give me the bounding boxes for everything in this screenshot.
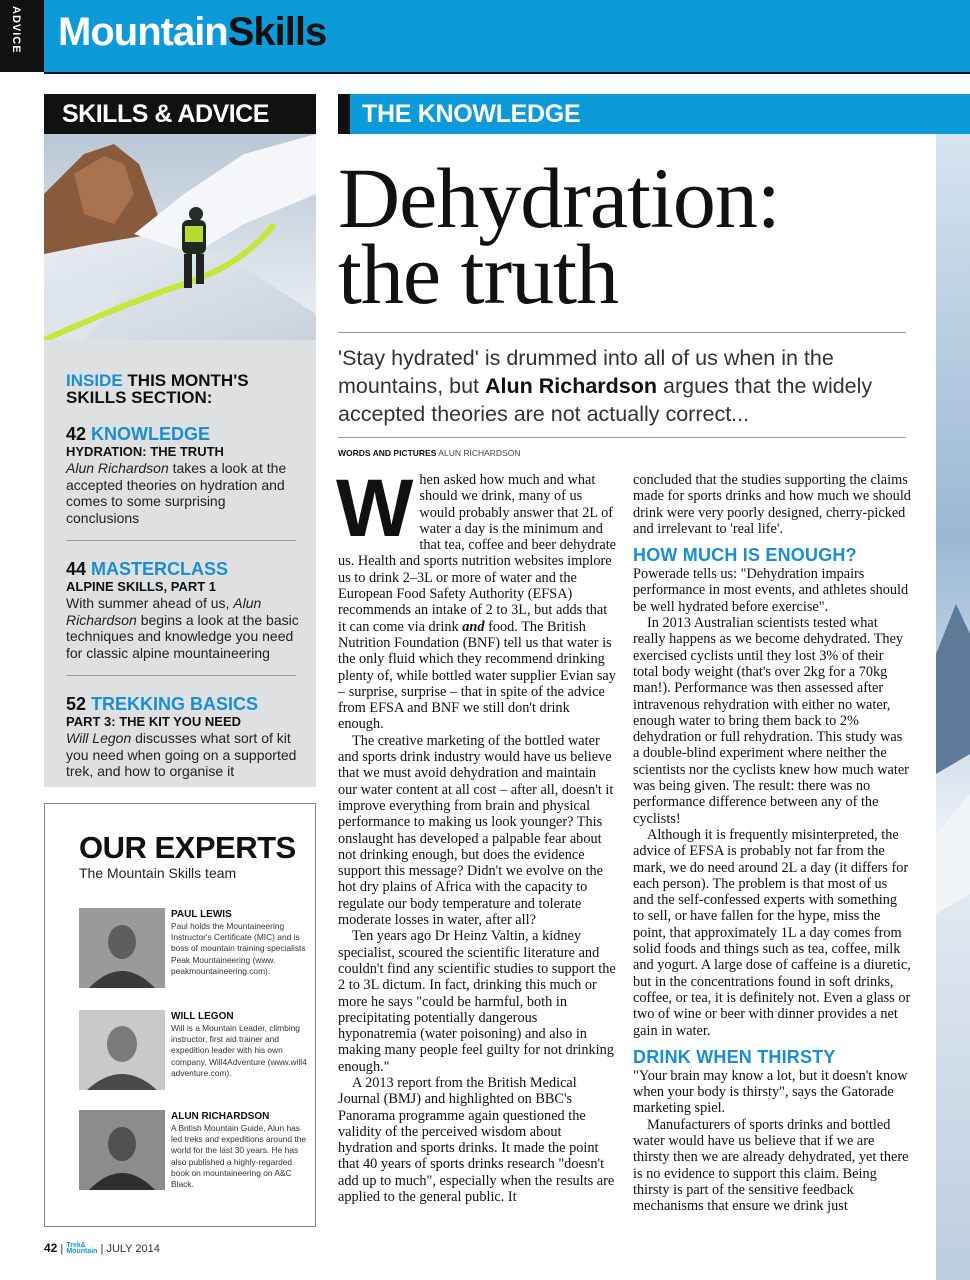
mountain-photo-strip	[936, 134, 970, 1280]
contents-desc-text: discusses what sort of kit you need when going on a supported trek, and how to organise it	[66, 730, 297, 779]
inside-heading	[66, 372, 300, 406]
mountain-strip-graphic	[936, 134, 970, 1280]
section-side-tab	[0, 0, 44, 72]
contents-item-title	[66, 559, 300, 579]
expert-bio: Will is a Mountain Leader, climbing instructor, first aid trainer and expedition leader with his own company, Will4Adventure (www.will4 adventure.com).	[171, 1023, 307, 1078]
experts-subtitle: The Mountain Skills team	[79, 865, 237, 881]
expert-bio: Paul holds the Mountaineering Instructor's Certificate (MIC) and is boss of mountain training specialists Peak Mountaineering (www. peakmountaineering.com).	[171, 921, 306, 976]
expert-info	[171, 1110, 311, 1190]
contents-page-number: 52	[66, 694, 87, 714]
climber-photo-graphic	[44, 134, 316, 340]
header-band	[44, 0, 970, 72]
expert-name: WILL LEGON	[171, 1011, 234, 1022]
standfirst-author: Alun Richardson	[485, 374, 658, 398]
body-paragraph: Powerade tells us: "Dehydration impairs performance in most events, and athletes should be well hydrated before exercise".	[633, 566, 909, 615]
body-paragraph	[336, 463, 617, 733]
sidebar-section-title: SKILLS & ADVICE	[44, 94, 316, 134]
expert-alun-richardson	[79, 1110, 311, 1206]
article-headline	[338, 150, 928, 322]
headline-line2: the truth	[338, 226, 618, 322]
contents-item-masterclass[interactable]	[66, 559, 300, 661]
body-paragraph: A 2013 report from the British Medical Journal (BMJ) and highlighted on BBC's Panorama programme again questioned the validity of the perceived wisdom about hydration and sports drinks. It made the point that 40 years of sports drinks research "doesn't add up to much", especially when the results are applied to the general public. It	[338, 1074, 615, 1206]
standfirst-post: argues that the widely accepted theories are not actually correct...	[338, 374, 873, 426]
expert-name: PAUL LEWIS	[171, 909, 232, 920]
contents-page-number: 44	[66, 559, 87, 579]
body-paragraph: "Your brain may know a lot, but it doesn't know when your body is thirsty", says the Gatorade marketing spiel.	[633, 1067, 908, 1117]
standfirst-pre: 'Stay hydrated' is drummed into all of us when in the mountains, but	[338, 346, 834, 398]
article-column-1	[336, 463, 617, 1206]
body-text: food. The British Nutrition Foundation (BNF) tell us that water is the only fluid which they recommend drinking plenty of, while bottled water supplier Evian say – surprise, surprise – that in spite of the advice from EFSA and BNF we still don't drink enough.	[338, 618, 616, 733]
expert-portrait	[79, 908, 165, 988]
contents-desc-pre: With summer ahead of us,	[66, 595, 230, 611]
subheading-how-much: HOW MUCH IS ENOUGH?	[633, 545, 857, 566]
contents-subtitle: ALPINE SKILLS, PART 1	[66, 579, 216, 594]
body-paragraph: In 2013 Australian scientists tested what really happens as we become dehydrated. They exercised cyclists until they lost 3% of their total body weight (that's over 2kg for a 70kg man!). Performance was then assessed after intravenous rehydration with either no water, enough water to bring them back to 2% dehydration or full rehydration. This study was a double-blind experiment where neither the scientists nor the cyclists knew how much water was being given. The result: there was no performance difference between any of the cyclists!	[633, 615, 909, 827]
body-paragraph: The creative marketing of the bottled water and sports drink industry would have us believe that we must avoid dehydration and maintain our water content at all cost – after all, doesn't it improve everything from brain and physical performance to making us look younger? This onslaught has developed a palpable fear about not drinking enough, but does the evidence support this message? Didn't we evolve on the hot dry plains of Africa with the capacity to regulate our body temperature and tolerate moderate losses in water, after all?	[338, 732, 614, 929]
expert-portrait	[79, 1110, 165, 1190]
expert-info	[171, 1010, 311, 1079]
contents-divider	[66, 675, 296, 676]
experts-box	[44, 803, 316, 1227]
body-emphasis: and	[462, 618, 485, 635]
contents-category: MASTERCLASS	[91, 559, 229, 579]
body-paragraph: Although it is frequently misinterpreted, the advice of EFSA is probably not far from the mark, we do need around 2L a day (it differs for each person). The problem is that most of us and the self-confessed experts with something to sell, or have fallen for the hype, miss the point, that approximately 1L a day comes from solid foods and things such as tea, coffee, milk and yogurt. A large dose of caffeine is a diuretic, but in the concentrations found in soft drinks, coffee, or tea, it is definitely not. Even a glass or two of wine or beer with dinner provides a net gain in water.	[633, 826, 911, 1039]
inside-heading-blue: INSIDE	[66, 371, 123, 390]
logo-line2: Mountain	[66, 1248, 98, 1256]
inside-contents-box	[44, 340, 316, 787]
body-text: hen asked how much and what should we drink, many of us would probably answer that 2L of water a day is the minimum and that tea, coffee and beer dehydrate us. Health and sports nutrition websites implore us to drink 2–3L or more of water and the European Food Safety Authority (EFSA) recommends an intake of 2 to 3L, but adds that it can come via drink	[338, 472, 617, 635]
expert-portrait	[79, 1010, 165, 1090]
drop-cap: W	[336, 463, 414, 554]
contents-category: TREKKING BASICS	[91, 694, 259, 714]
issue-date: JULY 2014	[106, 1243, 160, 1255]
page-number: 42	[44, 1241, 58, 1255]
body-paragraph: Manufacturers of sports drinks and bottled water would have us believe that if we are thirsty then we are already dehydrated, yet there is no evidence to support this claim. Being thirsty is part of the sensitive feedback mechanisms that ensure we drink just	[633, 1116, 909, 1215]
expert-name: ALUN RICHARDSON	[171, 1111, 270, 1122]
standfirst-rule-top	[338, 332, 906, 333]
title-part-mountain: Mountain	[58, 10, 228, 54]
logo-line1: Trek&	[66, 1242, 86, 1250]
contents-author: Alun Richardson	[66, 460, 169, 476]
contents-author: Alun Richardson	[66, 595, 262, 628]
contents-category: KNOWLEDGE	[91, 424, 211, 444]
contents-desc-text: takes a look at the accepted theories on hydration and comes to some surprising conclusions	[66, 460, 287, 526]
portrait-graphic	[79, 908, 165, 988]
contents-divider	[66, 540, 296, 541]
title-part-skills: Skills	[227, 10, 327, 54]
body-paragraph: Ten years ago Dr Heinz Valtin, a kidney specialist, scoured the scientific literature and couldn't find any scientific studies to support the 2 to 3L dictum. In fact, drinking this much or more he says "could be harmful, both in precipitating potentially dangerous hyponatremia (water poisoning) and also in making many people feel guilty for not drinking enough."	[338, 928, 616, 1075]
expert-info	[171, 908, 311, 977]
page-footer: 42 | Trek& Mountain | JULY 2014	[44, 1241, 160, 1256]
contents-description	[66, 595, 300, 661]
contents-item-trekking[interactable]	[66, 694, 300, 780]
article-standfirst	[338, 344, 908, 428]
contents-item-knowledge[interactable]	[66, 424, 300, 526]
expert-paul-lewis	[79, 908, 311, 1004]
contents-author: Will Legon	[66, 730, 132, 746]
magazine-logo	[66, 1243, 97, 1255]
section-side-tab-label: ADVICE	[10, 6, 22, 54]
body-paragraph: concluded that the studies supporting the claims made for sports drinks and how much we should drink were very poorly designed, cherry-picked and irrelevant to 'real life'.	[633, 472, 911, 537]
standfirst-rule-bottom	[338, 437, 906, 438]
contents-item-title	[66, 424, 300, 444]
contents-description	[66, 730, 300, 780]
contents-subtitle: PART 3: THE KIT YOU NEED	[66, 714, 242, 729]
portrait-graphic	[79, 1110, 165, 1190]
portrait-graphic	[79, 1010, 165, 1090]
magazine-section-title	[58, 10, 326, 55]
article-credit	[338, 448, 520, 458]
contents-subtitle: HYDRATION: THE TRUTH	[66, 444, 224, 459]
climber-photo	[44, 134, 316, 340]
expert-will-legon	[79, 1010, 311, 1106]
article-column-2	[633, 472, 911, 1214]
contents-description	[66, 460, 300, 526]
contents-desc-text: begins a look at the basic techniques and knowledge you need for classic alpine mountaineering	[66, 611, 299, 661]
credit-name: ALUN RICHARDSON	[438, 448, 521, 458]
article-kicker: THE KNOWLEDGE	[338, 94, 970, 134]
headline-line1: Dehydration:	[338, 150, 780, 246]
inside-heading-rest: THIS MONTH'S SKILLS SECTION:	[66, 371, 249, 407]
subheading-drink-when-thirsty: DRINK WHEN THIRSTY	[633, 1046, 836, 1067]
expert-bio: A British Mountain Guide, Alun has led treks and expeditions around the world for the last 30 years. He has also published a highly-regarded book on mountaineering on A&C Black.	[171, 1123, 307, 1190]
header-rule	[44, 72, 970, 74]
contents-item-title	[66, 694, 300, 714]
experts-title: OUR EXPERTS	[79, 830, 296, 865]
contents-page-number: 42	[66, 424, 87, 444]
credit-label: WORDS AND PICTURES	[338, 448, 437, 458]
